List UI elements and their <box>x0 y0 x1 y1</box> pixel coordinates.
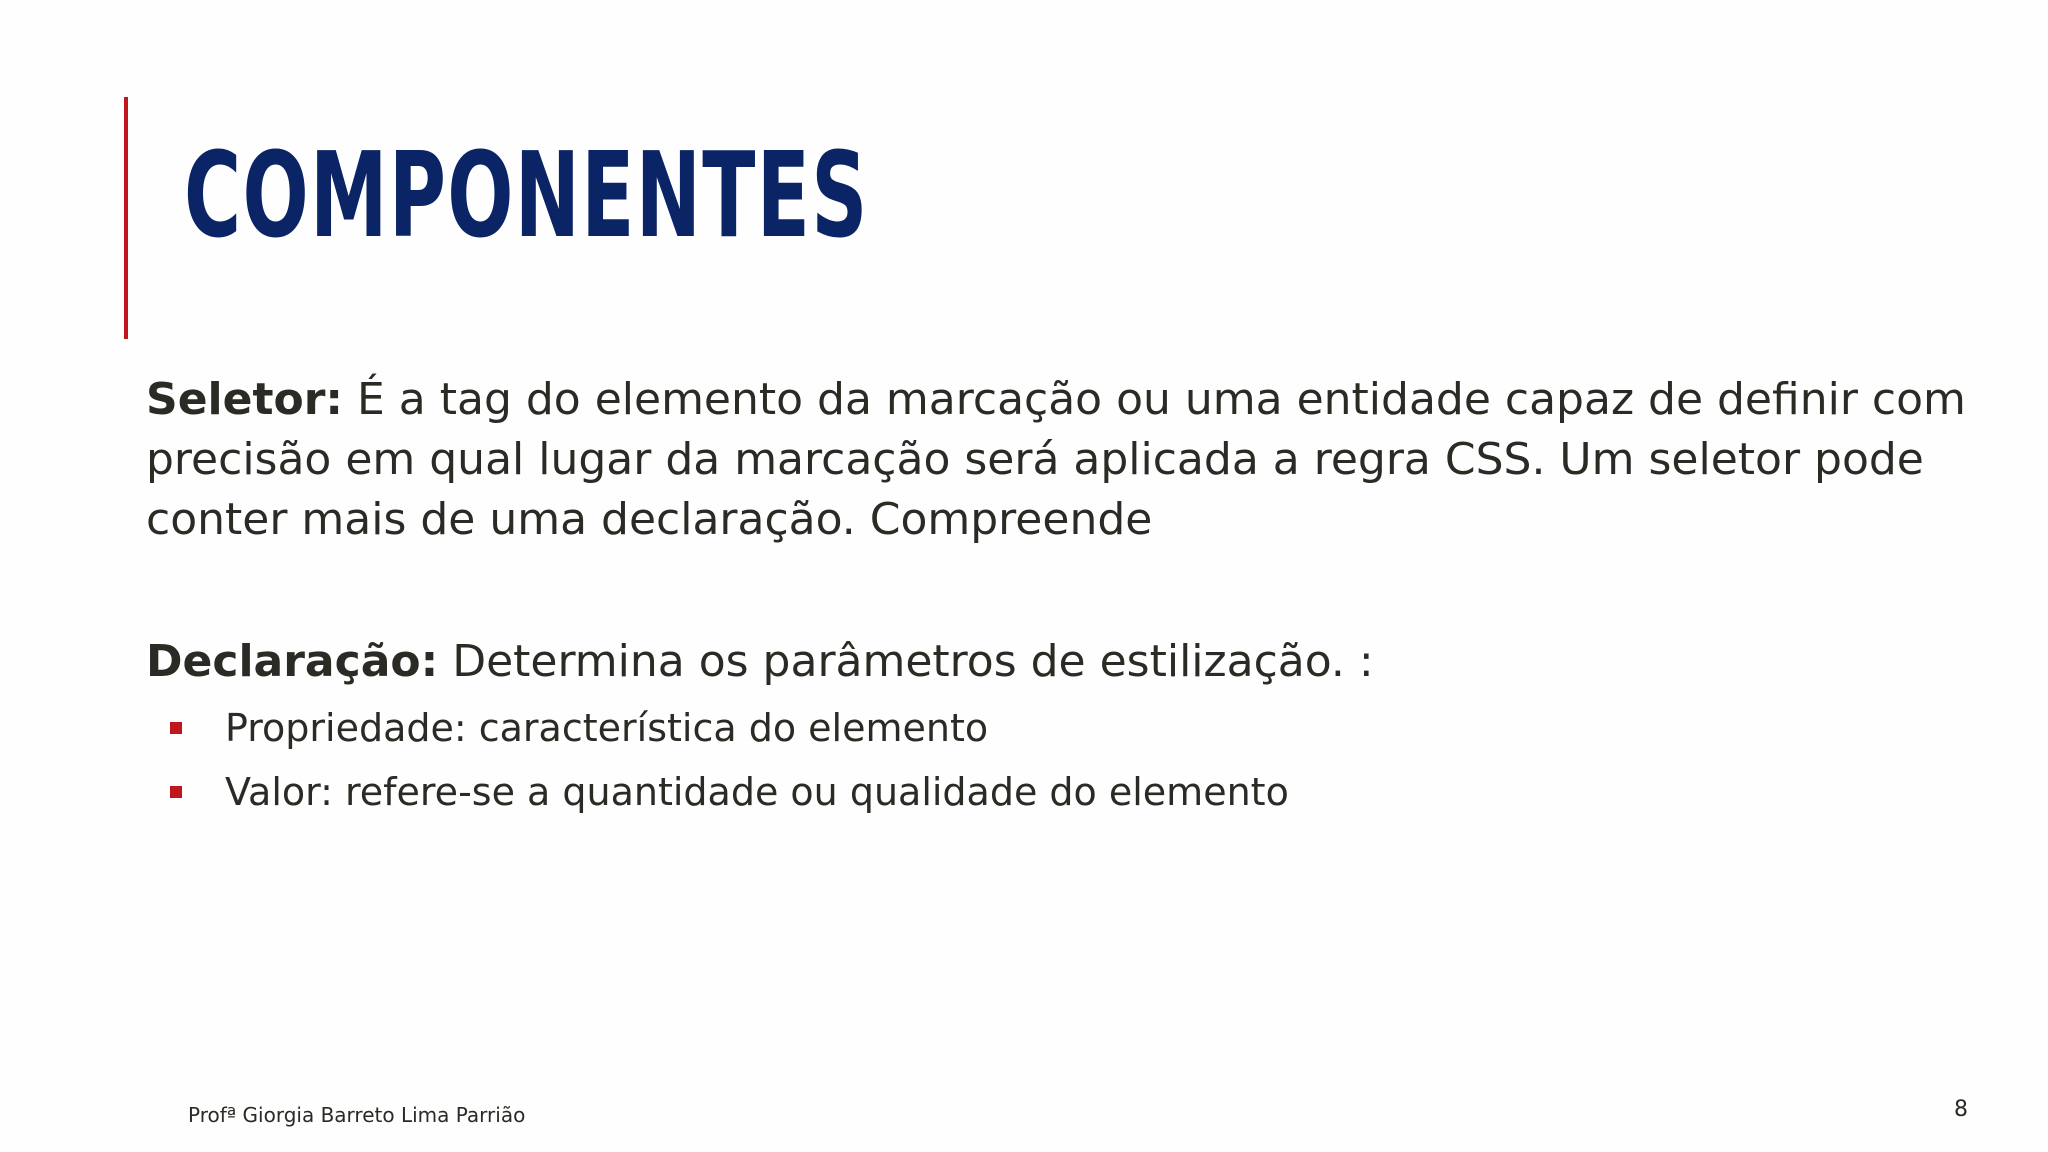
page-number: 8 <box>1954 1097 1968 1122</box>
declaracao-label: Declaração: <box>146 636 439 687</box>
seletor-label: Seletor: <box>146 374 344 425</box>
seletor-paragraph <box>146 370 1986 550</box>
square-bullet-icon <box>170 786 182 798</box>
bullet-text: Valor: refere-se a quantidade ou qualidade do elemento <box>225 770 1289 814</box>
bullet-item-propriedade <box>168 698 1289 762</box>
slide-title: COMPONENTES <box>184 126 869 264</box>
title-accent-bar <box>124 97 128 339</box>
bullet-item-valor <box>168 762 1289 826</box>
declaracao-text: Determina os parâmetros de estilização. : <box>438 636 1374 687</box>
footer-author: Profª Giorgia Barreto Lima Parrião <box>188 1103 526 1127</box>
declaracao-bullet-list <box>168 698 1289 826</box>
bullet-text: Propriedade: característica do elemento <box>225 706 989 750</box>
seletor-text: É a tag do elemento da marcação ou uma entidade capaz de definir com precisão em qual lugar da marcação será aplicada a regra CSS. Um seletor pode conter mais de uma declaração. Compreende <box>146 374 1966 545</box>
declaracao-paragraph <box>146 632 1986 692</box>
square-bullet-icon <box>170 722 182 734</box>
